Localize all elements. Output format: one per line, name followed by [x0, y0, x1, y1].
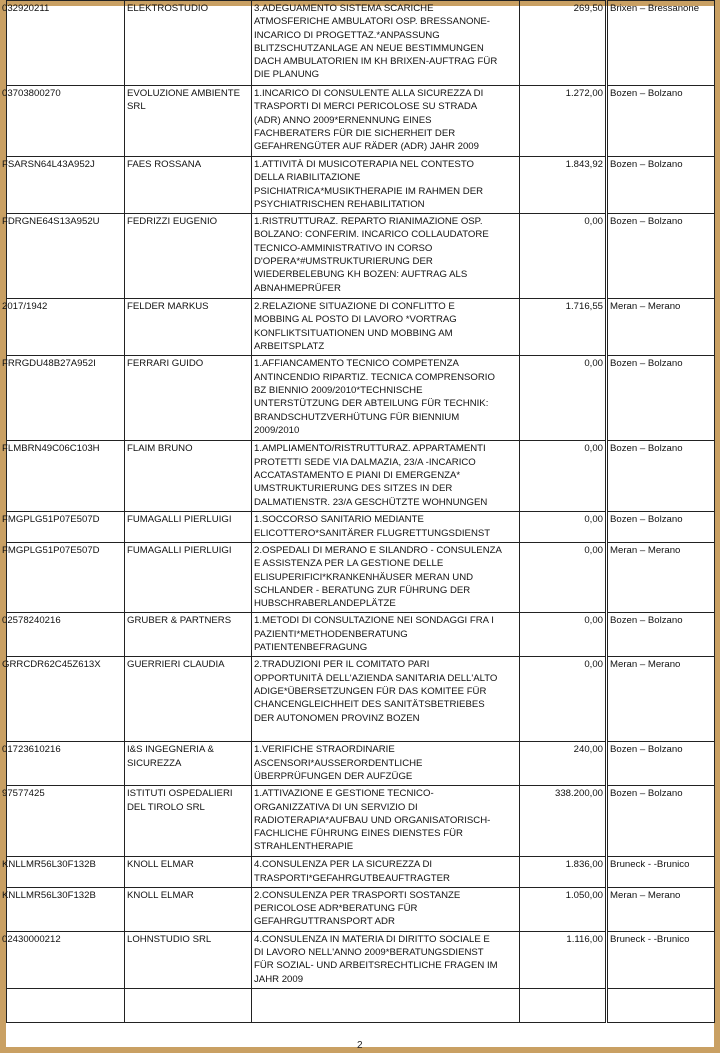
place-cell: Bozen – Bolzano: [607, 214, 715, 299]
description-line: ELICOTTERO*SANITÄRER FLUGRETTUNGSDIENST: [254, 527, 491, 539]
empty-cell: [607, 988, 715, 1022]
consultant-name-cell: KNOLL ELMAR: [125, 887, 252, 931]
description-line: 2.CONSULENZA PER TRASPORTI SOSTANZE: [254, 889, 461, 901]
description-line: 2.OSPEDALI DI MERANO E SILANDRO - CONSULENZA: [254, 544, 502, 556]
description-line: PSICHIATRICA*MUSIKTHERAPIE IM RAHMEN DER: [254, 185, 484, 197]
description-line: DI LAVORO NELL'ANNO 2009*BERATUNGSDIENST: [254, 947, 484, 959]
description-line: STRAHLENTHERAPIE: [254, 841, 354, 853]
description-line: 1.AFFIANCAMENTO TECNICO COMPETENZA: [254, 358, 459, 370]
consultant-name-cell: LOHNSTUDIO SRL: [125, 931, 252, 988]
empty-cell: [520, 988, 607, 1022]
place-cell: Meran – Merano: [607, 657, 715, 742]
place-cell: Meran – Merano: [607, 299, 715, 356]
description-cell: [252, 356, 520, 441]
description-line: OPPORTUNITÀ DELL'AZIENDA SANITARIA DELL'ALTO: [254, 672, 498, 684]
table-row: [7, 214, 715, 299]
table-body: [2, 1, 715, 1023]
description-line: ABNAHMEPRÜFER: [254, 282, 341, 294]
place-cell: Bozen – Bolzano: [607, 613, 715, 657]
table-row: [7, 613, 715, 657]
description-line: MOBBING AL POSTO DI LAVORO *VORTRAG: [254, 314, 457, 326]
table-row: [7, 542, 715, 612]
description-line: JAHR 2009: [254, 973, 304, 985]
table-row: [7, 887, 715, 931]
description-cell: [252, 512, 520, 543]
description-line: D'OPERA*#UMSTRUKTURIERUNG DER: [254, 256, 433, 268]
description-line: 2.TRADUZIONI PER IL COMITATO PARI: [254, 659, 430, 671]
amount-cell: 0,00: [520, 657, 607, 742]
description-line: 3.ADEGUAMENTO SISTEMA SCARICHE: [254, 3, 434, 14]
tax-code-cell: FMGPLG51P07E507D: [7, 512, 125, 543]
description-line: PATIENTENBEFRAGUNG: [254, 642, 368, 654]
amount-cell: 1.836,00: [520, 857, 607, 888]
place-cell: Bruneck - -Brunico: [607, 931, 715, 988]
table-row: [7, 86, 715, 157]
place-cell: Bozen – Bolzano: [607, 786, 715, 857]
place-cell: Meran – Merano: [607, 887, 715, 931]
tax-code-cell: FSARSN64L43A952J: [7, 157, 125, 214]
table-row: [7, 1, 715, 86]
description-line: INCARICO DI PROGETTAZ.*ANPASSUNG: [254, 29, 440, 41]
description-cell: [252, 613, 520, 657]
description-line: BRANDSCHUTZVERHÜTUNG FÜR BIENNIUM: [254, 411, 460, 423]
tax-code-cell: 03703800270: [7, 86, 125, 157]
amount-cell: 1.116,00: [520, 931, 607, 988]
description-cell: [252, 1, 520, 86]
description-line: DACH AMBULATORIEN IM KH BRIXEN-AUFTRAG FÜR: [254, 56, 498, 68]
description-line: TRASPORTI*GEFAHRGUTBEAUFTRAGTER: [254, 872, 450, 884]
amount-cell: 1.050,00: [520, 887, 607, 931]
place-cell: Brixen – Bressanone: [607, 1, 715, 86]
table-row: [7, 786, 715, 857]
table-row: [7, 742, 715, 786]
description-line: (ADR) ANNO 2009*ERNENNUNG EINES: [254, 114, 432, 126]
description-line: FACHBERATERS FÜR DIE SICHERHEIT DER: [254, 127, 456, 139]
tax-code-cell: 2017/1942: [7, 299, 125, 356]
description-line: 4.CONSULENZA PER LA SICUREZZA DI: [254, 859, 433, 871]
table-row: [7, 356, 715, 441]
place-cell: Bozen – Bolzano: [607, 356, 715, 441]
table-row: [7, 441, 715, 512]
consultant-name-cell: FELDER MARKUS: [125, 299, 252, 356]
description-line: CHANCENGLEICHHEIT DES SANITÄTSBETRIEBES: [254, 699, 485, 711]
consultant-name-cell: ELEKTROSTUDIO: [125, 1, 252, 86]
consultant-name-cell: EVOLUZIONE AMBIENTE SRL: [125, 86, 252, 157]
description-line: 4.CONSULENZA IN MATERIA DI DIRITTO SOCIALE E: [254, 933, 490, 945]
table-row: [7, 299, 715, 356]
amount-cell: 240,00: [520, 742, 607, 786]
description-line: DIE PLANUNG: [254, 69, 320, 81]
description-line: UNTERSTÜTZUNG DER ABTEILUNG FÜR TECHNIK:: [254, 398, 489, 410]
amount-cell: 1.716,55: [520, 299, 607, 356]
description-line: BOLZANO: CONFERIM. INCARICO COLLAUDATORE: [254, 229, 489, 241]
table-row: [7, 157, 715, 214]
amount-cell: 0,00: [520, 356, 607, 441]
description-cell: [252, 931, 520, 988]
description-line: GEFAHRGUTTRANSPORT ADR: [254, 916, 395, 928]
description-cell: [252, 887, 520, 931]
tax-code-cell: 032920211: [7, 1, 125, 86]
description-line: DER AUTONOMEN PROVINZ BOZEN: [254, 712, 420, 724]
description-line: ACCATASTAMENTO E PIANI DI EMERGENZA*: [254, 469, 461, 481]
description-line: ARBEITSPLATZ: [254, 341, 325, 353]
amount-cell: 0,00: [520, 441, 607, 512]
description-line: 1.ATTIVITÀ DI MUSICOTERAPIA NEL CONTESTO: [254, 159, 474, 170]
description-line: TECNICO-AMMINISTRATIVO IN CORSO: [254, 242, 433, 254]
consultant-name-cell: KNOLL ELMAR: [125, 857, 252, 888]
amount-cell: 0,00: [520, 613, 607, 657]
empty-cell: [252, 988, 520, 1022]
description-cell: [252, 857, 520, 888]
description-cell: [252, 157, 520, 214]
table-row: [7, 857, 715, 888]
place-cell: Bozen – Bolzano: [607, 512, 715, 543]
description-line: RADIOTERAPIA*AUFBAU UND ORGANISATORISCH-: [254, 814, 491, 826]
description-line: GEFAHRENGÜTER AUF RÄDER (ADR) JAHR 2009: [254, 141, 479, 153]
tax-code-cell: FMGPLG51P07E507D: [7, 542, 125, 612]
description-line: E ASSISTENZA PER LA GESTIONE DELLE: [254, 558, 444, 570]
tax-code-cell: FDRGNE64S13A952U: [7, 214, 125, 299]
consultant-name-cell: FUMAGALLI PIERLUIGI: [125, 542, 252, 612]
description-cell: [252, 441, 520, 512]
description-line: 1.INCARICO DI CONSULENTE ALLA SICUREZZA DI: [254, 88, 484, 99]
description-line: ÜBERPRÜFUNGEN DER AUFZÜGE: [254, 770, 413, 782]
place-cell: Bozen – Bolzano: [607, 441, 715, 512]
description-line: BLITZSCHUTZANLAGE AN NEUE BESTIMMUNGEN: [254, 42, 484, 54]
tax-code-cell: KNLLMR56L30F132B: [7, 887, 125, 931]
place-cell: Bozen – Bolzano: [607, 86, 715, 157]
consultant-name-cell: FAES ROSSANA: [125, 157, 252, 214]
table-row: [7, 657, 715, 742]
tax-code-cell: 97577425: [7, 786, 125, 857]
description-line: TRASPORTI DI MERCI PERICOLOSE SU STRADA: [254, 101, 478, 113]
tax-code-cell: 02430000212: [7, 931, 125, 988]
tax-code-cell: 01723610216: [7, 742, 125, 786]
table-row: [7, 931, 715, 988]
tax-code-cell: 02578240216: [7, 613, 125, 657]
description-line: 2.RELAZIONE SITUAZIONE DI CONFLITTO E: [254, 301, 455, 313]
description-line: ORGANIZZATIVA DI UN SERVIZIO DI: [254, 801, 418, 813]
description-line: PSYCHIATRISCHEN REHABILITATION: [254, 198, 425, 210]
description-line: ATMOSFERICHE AMBULATORI OSP. BRESSANONE-: [254, 16, 490, 28]
table-row: [7, 512, 715, 543]
empty-cell: [7, 988, 125, 1022]
place-cell: Bozen – Bolzano: [607, 157, 715, 214]
description-line: 1.SOCCORSO SANITARIO MEDIANTE: [254, 514, 424, 526]
description-line: PERICOLOSE ADR*BERATUNG FÜR: [254, 903, 418, 915]
consultant-name-cell: GRUBER & PARTNERS: [125, 613, 252, 657]
amount-cell: 269,50: [520, 1, 607, 86]
description-line: KONFLIKTSITUATIONEN UND MOBBING AM: [254, 327, 453, 339]
description-line: FACHLICHE FÜHRUNG EINES DIENSTES FÜR: [254, 828, 463, 840]
tax-code-cell: FLMBRN49C06C103H: [7, 441, 125, 512]
amount-cell: 1.843,92: [520, 157, 607, 214]
description-line: PROTETTI SEDE VIA DALMAZIA, 23/A -INCARICO: [254, 456, 476, 468]
description-line: UMSTRUKTURIERUNG DES SITZES IN DER: [254, 483, 453, 495]
tax-code-cell: GRRCDR62C45Z613X: [7, 657, 125, 742]
description-line: DELLA RIABILITAZIONE: [254, 172, 361, 184]
consultant-name-cell: FUMAGALLI PIERLUIGI: [125, 512, 252, 543]
description-line: PAZIENTI*METHODENBERATUNG: [254, 628, 408, 640]
description-line: 1.AMPLIAMENTO/RISTRUTTURAZ. APPARTAMENTI: [254, 443, 486, 455]
amount-cell: 1.272,00: [520, 86, 607, 157]
description-cell: [252, 742, 520, 786]
consultant-name-cell: GUERRIERI CLAUDIA: [125, 657, 252, 742]
description-cell: [252, 86, 520, 157]
description-line: 1.METODI DI CONSULTAZIONE NEI SONDAGGI FRA I: [254, 615, 494, 627]
amount-cell: 338.200,00: [520, 786, 607, 857]
description-line: ANTINCENDIO RIPARTIZ. TECNICA COMPRENSORIO: [254, 371, 495, 383]
description-cell: [252, 657, 520, 742]
page-number: 2: [357, 1040, 363, 1051]
description-line: FÜR SOZIAL- UND ARBEITSRECHTLICHE FRAGEN IM: [254, 960, 498, 972]
place-cell: Bozen – Bolzano: [607, 742, 715, 786]
description-line: 1.VERIFICHE STRAORDINARIE: [254, 744, 395, 756]
table-row: [7, 988, 715, 1022]
description-line: 1.RISTRUTTURAZ. REPARTO RIANIMAZIONE OSP.: [254, 216, 483, 228]
description-line: WIEDERBELEBUNG KH BOZEN: AUFTRAG ALS: [254, 269, 468, 281]
description-line: ASCENSORI*AUSSERORDENTLICHE: [254, 757, 423, 769]
consultancy-table: [2, 0, 715, 1023]
description-cell: [252, 214, 520, 299]
description-cell: [252, 542, 520, 612]
tax-code-cell: KNLLMR56L30F132B: [7, 857, 125, 888]
description-line: 1.ATTIVAZIONE E GESTIONE TECNICO-: [254, 788, 434, 800]
consultant-name-cell: FEDRIZZI EUGENIO: [125, 214, 252, 299]
description-line: HUBSCHRABERLANDEPLÄTZE: [254, 598, 396, 610]
description-cell: [252, 299, 520, 356]
place-cell: Meran – Merano: [607, 542, 715, 612]
description-cell: [252, 786, 520, 857]
description-line: SCHLANDER - BERATUNG ZUR FÜHRUNG DER: [254, 584, 471, 596]
description-line: ELISUPERIFICI*KRANKENHÄUSER MERAN UND: [254, 571, 474, 583]
empty-cell: [125, 988, 252, 1022]
amount-cell: 0,00: [520, 214, 607, 299]
description-line: DALMATIENSTR. 23/A GESCHÜTZTE WOHNUNGEN: [254, 496, 488, 508]
amount-cell: 0,00: [520, 542, 607, 612]
description-line: ADIGE*ÜBERSETZUNGEN FÜR DAS KOMITEE FÜR: [254, 685, 487, 697]
tax-code-cell: FRRGDU48B27A952I: [7, 356, 125, 441]
consultant-name-cell: ISTITUTI OSPEDALIERI DEL TIROLO SRL: [125, 786, 252, 857]
consultant-name-cell: FERRARI GUIDO: [125, 356, 252, 441]
description-line: 2009/2010: [254, 424, 300, 436]
place-cell: Bruneck - -Brunico: [607, 857, 715, 888]
document-page: [2, 3, 714, 1051]
description-line: BZ BIENNIO 2009/2010*TECHNISCHE: [254, 384, 423, 396]
amount-cell: 0,00: [520, 512, 607, 543]
consultant-name-cell: FLAIM BRUNO: [125, 441, 252, 512]
consultant-name-cell: I&S INGEGNERIA & SICUREZZA: [125, 742, 252, 786]
